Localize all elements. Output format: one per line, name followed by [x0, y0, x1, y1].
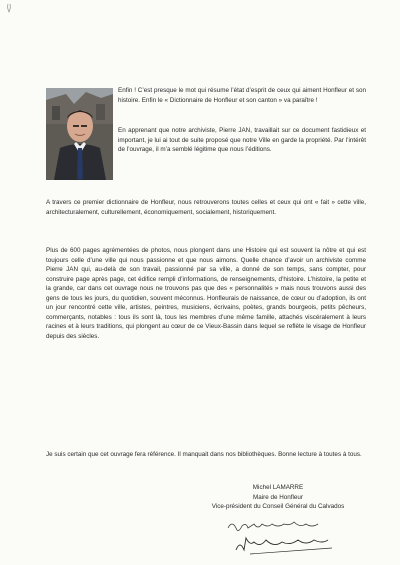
- body-paragraph-1: A travers ce premier dictionnaire de Honfleur, nous retrouverons toutes celles et ceux qui ont « fait » cette ville, architecturalement, culturellement, économiquement, socialement, historiquement.: [46, 199, 366, 216]
- signature-block: [190, 483, 366, 512]
- body-paragraph-3: Je suis certain que cet ouvrage fera référence. Il manquait dans nos bibliothèques. Bonne lecture à toutes à tous.: [46, 451, 362, 458]
- body-paragraph-2: Plus de 600 pages agrémentées de photos, nous plongent dans une Histoire qui est souvent la nôtre et qui est toujours celle d’une ville qui nous passionne et que nous aimons. Quelle chance d’avoir un archiviste comme Pierre JAN qui, au-delà de son travail, passionné par sa ville, a donné de son temps, sans compter, pour construire page après page, cet édifice rempli d’informations, de renseignements, d’histoire. L’histoire, la petite et la grande, car dans cet ouvrage nous ne trouvons pas que des « personnalités » mais nous trouvons aussi des gens de tous les jours, du quotidien, souvent méconnus. Honfleurais de naissance, de cœur ou d’adoption, ils ont un jour rencontré cette ville, artistes, peintres, musiciens, écrivains, poètes, grands bourgeois, petits pêcheurs, commerçants, notables : tous ils sont là, tous les membres d’une même famille, attachés viscéralement à leurs racines et à leurs traditions, qui plongent au cœur de ce Vieux-Bassin dans lequel se reflète le visage de Honfleur depuis des siècles.: [46, 247, 366, 340]
- page-corner-mark: [6, 3, 12, 13]
- intro-paragraph-2: En apprenant que notre archiviste, Pierre JAN, travaillait sur ce document fastidieux et important, je lui ai tout de suite proposé que notre Ville en garde la propriété. Par l’intérêt de l’ouvrage, il m’a semblé légitime que nous l’éditions.: [118, 127, 366, 153]
- intro-paragraph-1: Enfin ! C’est presque le mot qui résume l’état d’esprit de ceux qui aiment Honfleur et son histoire. Enfin le « Dictionnaire de Honfleur et son canton » va paraître !: [118, 87, 366, 104]
- signatory-role: Vice-président du Conseil Général du Calvados: [211, 503, 345, 510]
- author-portrait-photo: [46, 88, 113, 180]
- signatory-title: Maire de Honfleur: [252, 493, 304, 501]
- signatory-name: Michel LAMARRE: [252, 484, 304, 491]
- handwritten-signature: [220, 510, 350, 560]
